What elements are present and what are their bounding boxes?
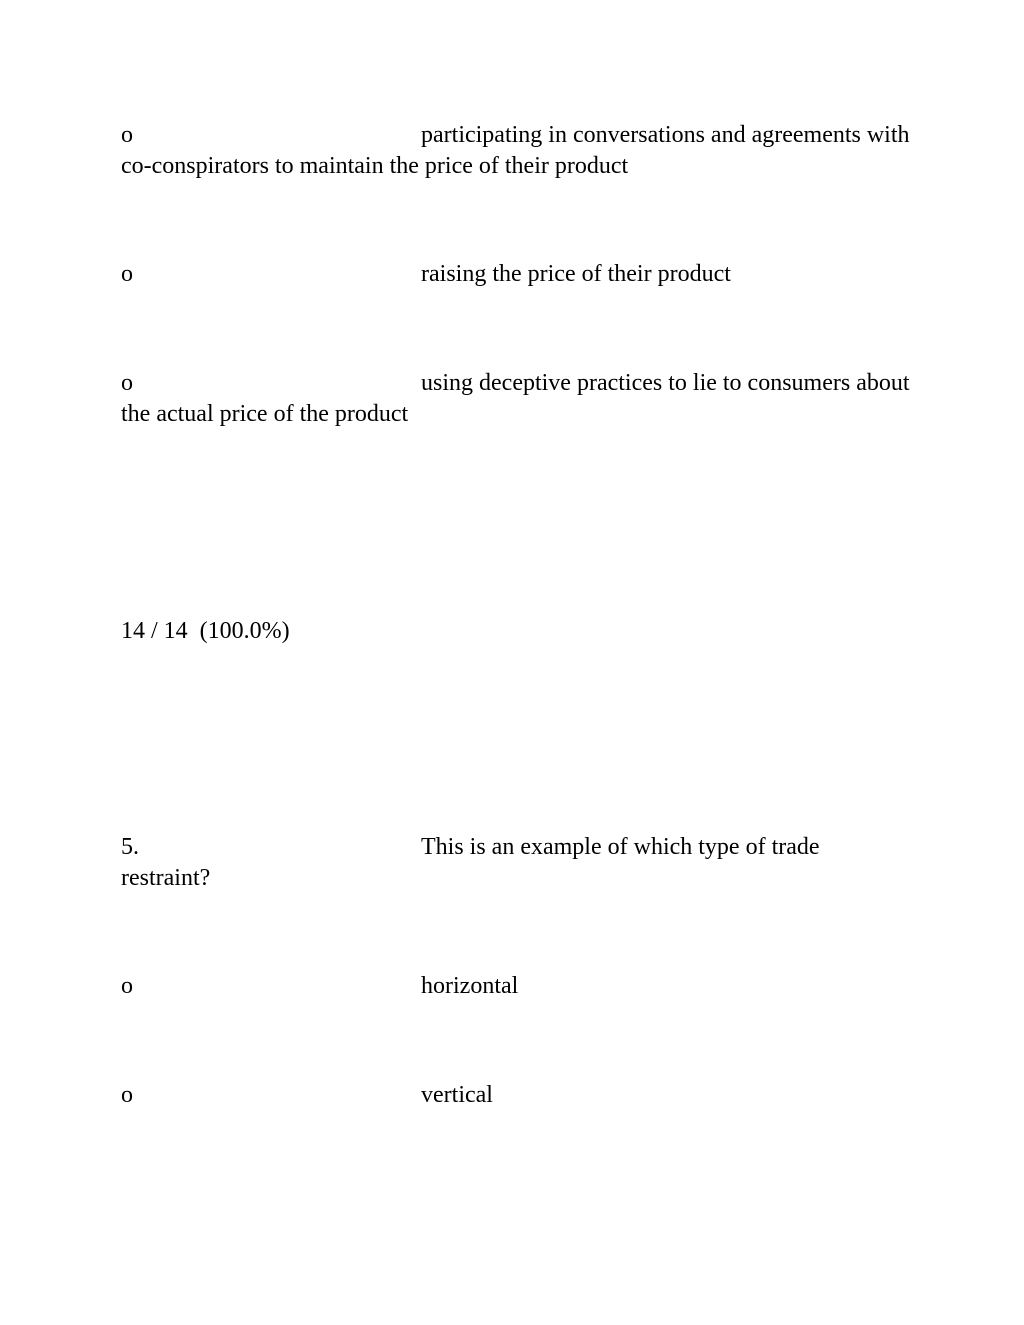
option-marker: o bbox=[121, 261, 133, 287]
option-marker: o bbox=[121, 370, 133, 396]
question-text: This is an example of which type of trade restraint? bbox=[121, 834, 820, 891]
answer-option bbox=[121, 1080, 911, 1111]
score-text: 14 / 14 (100.0%) bbox=[121, 618, 290, 644]
answer-option bbox=[121, 120, 911, 182]
option-marker: o bbox=[121, 122, 133, 148]
question-number: 5. bbox=[121, 834, 139, 860]
option-text: vertical bbox=[421, 1082, 493, 1108]
option-text: participating in conversations and agreements with co-conspirators to maintain the price of their product bbox=[121, 122, 910, 179]
option-marker: o bbox=[121, 1082, 133, 1108]
option-text: raising the price of their product bbox=[421, 261, 731, 287]
option-marker: o bbox=[121, 973, 133, 999]
answer-option bbox=[121, 368, 911, 430]
answer-option bbox=[121, 259, 911, 290]
question-5 bbox=[121, 832, 911, 894]
answer-option bbox=[121, 971, 911, 1002]
option-text: using deceptive practices to lie to consumers about the actual price of the product bbox=[121, 370, 910, 427]
option-text: horizontal bbox=[421, 973, 519, 999]
